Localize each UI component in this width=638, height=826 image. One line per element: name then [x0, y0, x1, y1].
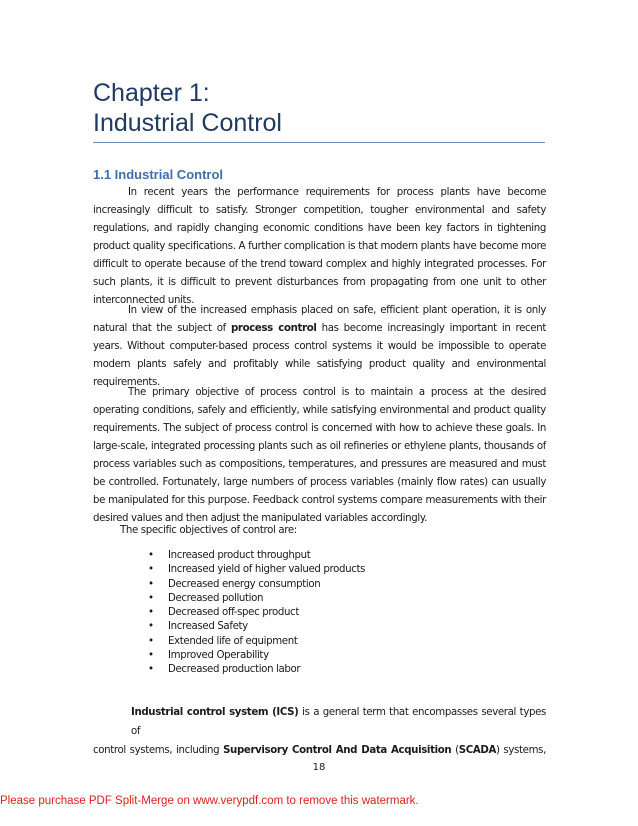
bullet-icon: •	[148, 635, 154, 647]
paragraph-3	[93, 384, 546, 528]
paragraph-4	[93, 703, 546, 760]
bullet-icon: •	[148, 664, 154, 676]
paragraph-4-line2: control systems, including Supervisory Control And Data Acquisition (SCADA) systems,	[93, 745, 546, 756]
list-item: • Increased yield of higher valued products	[148, 563, 365, 577]
bullet-icon: •	[148, 564, 154, 576]
bullet-icon: •	[148, 621, 154, 633]
chapter-divider	[93, 142, 545, 143]
objectives-lead: The specific objectives of control are:	[120, 525, 297, 536]
section-heading: 1.1 Industrial Control	[93, 167, 224, 182]
chapter-title-line1: Chapter 1:	[93, 79, 210, 107]
paragraph-4-line1: Industrial control system (ICS) is a general term that encompasses several types of	[131, 707, 546, 737]
list-item: • Decreased off-spec product	[148, 606, 365, 620]
paragraph-2-text-a: In view of the increased emphasis placed on safe, efficient plant operation, it is only natural that the subject of	[93, 305, 546, 334]
scada-acronym: SCADA	[458, 745, 496, 756]
bullet-icon: •	[148, 592, 154, 604]
list-item: • Decreased energy consumption	[148, 578, 365, 592]
list-item: • Decreased production labor	[148, 663, 365, 677]
paragraph-1	[93, 184, 546, 310]
list-item: • Extended life of equipment	[148, 635, 365, 649]
scada-full-term: Supervisory Control And Data Acquisition	[223, 745, 452, 756]
ics-term: Industrial control system (ICS)	[131, 707, 299, 718]
chapter-title-line2: Industrial Control	[93, 109, 282, 137]
list-item: • Improved Operability	[148, 649, 365, 663]
bullet-icon: •	[148, 550, 154, 561]
chapter-title	[93, 78, 548, 138]
list-item: • Increased Safety	[148, 620, 365, 634]
bullet-icon: •	[148, 650, 154, 662]
page-number: 18	[312, 762, 326, 773]
paragraph-2-bold-term: process control	[230, 323, 317, 334]
paragraph-2	[93, 302, 546, 392]
watermark-text: Please purchase PDF Split-Merge on www.verypdf.com to remove this watermark.	[0, 795, 419, 807]
list-item: • Decreased pollution	[148, 592, 365, 606]
list-item: • Increased product throughput	[148, 549, 365, 563]
paragraph-2-text-b: has become increasingly important in recent years. Without computer-based process control systems it would be impossible to operate modern plants safely and profitably while satisfying product quality and environmental requirements.	[93, 323, 546, 388]
paragraph-1-text: In recent years the performance requirements for process plants have become increasingly difficult to satisfy. Stronger competition, tougher environmental and safety regulations, and rapidly changing economic conditions have been key factors in tightening product quality specifications. A further complication is that modern plants have become more difficult to operate because of the trend toward complex and highly integrated processes. For such plants, it is difficult to prevent disturbances from propagating from one unit to other interconnected units.	[93, 187, 546, 306]
bullet-icon: •	[148, 607, 154, 619]
paragraph-3-text: The primary objective of process control is to maintain a process at the desired operating conditions, safely and efficiently, while satisfying environmental and product quality requirements. The subject of process control is concerned with how to achieve these goals. In large-scale, integrated processing plants such as oil refineries or ethylene plants, thousands of process variables such as compositions, temperatures, and pressures are measured and must be controlled. Fortunately, large numbers of process variables (mainly flow rates) can usually be manipulated for this purpose. Feedback control systems compare measurements with their desired values and then adjust the manipulated variables accordingly.	[93, 387, 546, 524]
bullet-icon: •	[148, 578, 154, 590]
objectives-list	[148, 549, 365, 678]
